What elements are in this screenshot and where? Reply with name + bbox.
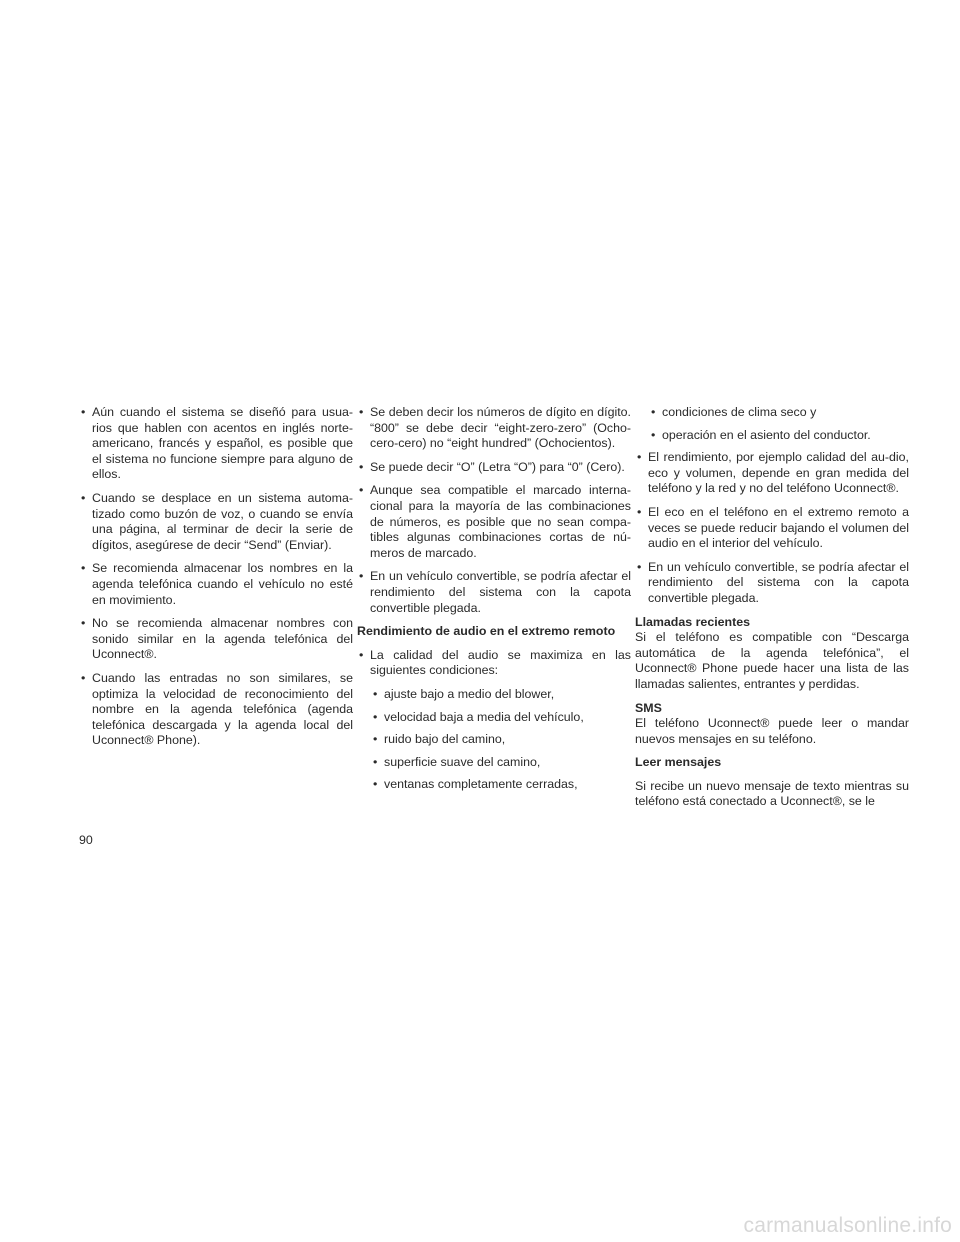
spacer [357,640,631,648]
bullet-echo [635,505,909,552]
bullet-dot-icon: • [637,504,642,519]
bullet-dot-icon: • [373,754,378,769]
bullet-text: Aún cuando el sistema se diseñó para usua-rios que hablen con acentos en inglés norte-americano, francés y español, es posible que el sistema no funcione siempre para alguno de ellos. [92,405,353,482]
spacer [635,771,909,779]
bullet-dot-icon: • [373,777,378,792]
bullet-international-dialing [357,483,631,561]
bullet-text: En un vehículo convertible, se podría afectar el rendimiento del sistema con la capota convertible plegada. [370,569,631,615]
sub-bullet-text: ventanas completamente cerradas, [384,777,578,792]
read-messages-text: Si recibe un nuevo mensaje de texto mientras su teléfono está conectado a Uconnect®, se le [635,778,909,809]
bullet-dot-icon: • [373,709,378,724]
bullet-dot-icon: • [359,405,364,419]
sub-bullet-text: superficie suave del camino, [384,754,541,769]
sub-bullet-dry-weather [635,405,909,421]
section-heading-recent-calls: Llamadas recientes [635,614,751,629]
bullet-dot-icon: • [359,459,364,474]
sub-bullet-text: ruido bajo del camino, [384,732,506,747]
sms-text: El teléfono Uconnect® puede leer o mandar nuevos mensajes en su teléfono. [635,716,909,746]
bullet-text: Cuando se desplace en un sistema automa-tizado como buzón de voz, o cuando se envía una página, al terminar de decir la serie de dígitos, asegúrese de decir “Send” (Enviar). [92,490,353,552]
sub-bullet-text: velocidad baja a media del vehículo, [384,709,584,724]
bullet-text: El rendimiento, por ejemplo calidad del au-dio, eco y volumen, depende en gran medida del teléfono y la red y no del teléfono Uconnect®. [648,450,909,496]
section-heading-far-end-audio: Rendimiento de audio en el extremo remoto [357,624,616,639]
section-heading-sms: SMS [635,700,662,715]
column-1 [79,405,353,757]
sub-bullet-text: condiciones de clima seco y [662,405,817,419]
bullet-accents [79,405,353,483]
bullet-digit-numbers [357,405,631,452]
bullet-automated-system [79,491,353,553]
bullet-dot-icon: • [359,647,364,662]
bullet-audio-quality [357,648,631,679]
bullet-dot-icon: • [81,490,86,505]
bullet-dot-icon: • [81,405,86,419]
sub-bullet-road-noise [357,732,631,748]
column-2 [357,405,631,800]
section-heading-read-messages: Leer mensajes [635,755,722,770]
bullet-convertible [357,569,631,616]
bullet-dot-icon: • [373,732,378,747]
bullet-dot-icon: • [651,427,656,442]
bullet-text: La calidad del audio se maximiza en las siguientes condiciones: [370,647,631,678]
bullet-text: Se recomienda almacenar los nombres en la agenda telefónica cuando el vehículo no esté en movimiento. [92,561,353,607]
recent-calls-text: Si el teléfono es compatible con “Descarga automática de la agenda telefónica”, el Uconnect® Phone puede hacer una lista de las llamadas salientes, entrantes y perdidas. [635,630,909,691]
bullet-text: En un vehículo convertible, se podría afectar el rendimiento del sistema con la capota convertible plegada. [648,559,909,605]
sub-bullet-windows [357,777,631,793]
bullet-dot-icon: • [651,405,656,419]
bullet-dot-icon: • [637,450,642,465]
sub-bullet-speed [357,710,631,726]
bullet-text: Cuando las entradas no son similares, se optimiza la velocidad de reconocimiento del nombre en la agenda telefónica (agenda telefónica descargada y la agenda local del Uconnect® Phone). [92,670,353,748]
bullet-performance [635,450,909,497]
bullet-dot-icon: • [81,670,86,685]
sub-bullet-text: ajuste bajo a medio del blower, [384,686,555,701]
bullet-similar-names [79,616,353,663]
bullet-text: El eco en el teléfono en el extremo remoto a veces se puede reducir bajando el volumen del audio en el interior del vehículo. [648,504,909,551]
bullet-dot-icon: • [359,569,364,584]
sub-bullet-driver-seat [635,428,909,444]
sub-bullet-road-surface [357,755,631,771]
bullet-text: Aunque sea compatible el marcado interna-cional para la mayoría de las combinaciones de números, es posible que no sean compa-tibles algunas combinaciones cortas de nú-meros de marcado. [370,483,631,560]
bullet-text: Se deben decir los números de dígito en dígito. “800” se debe decir “eight-zero-zero” (Ocho-cero-cero) no “eight hundred” (Ochocientos). [370,405,631,451]
bullet-text: Se puede decir “O” (Letra “O”) para “0” (Cero). [370,459,625,474]
page-number: 90 [79,833,93,847]
bullet-recognition-speed [79,671,353,749]
bullet-dot-icon: • [81,616,86,631]
bullet-dot-icon: • [373,686,378,701]
watermark: carmanualsonline.info [743,1214,952,1237]
bullet-convertible-2 [635,560,909,607]
bullet-text: No se recomienda almacenar nombres con sonido similar en la agenda telefónica del Uconnect®. [92,616,353,662]
bullet-dot-icon: • [359,483,364,498]
bullet-dot-icon: • [637,559,642,574]
bullet-letter-o [357,460,631,476]
bullet-dot-icon: • [81,561,86,576]
bullet-store-names [79,561,353,608]
column-3 [635,405,909,818]
sub-bullet-text: operación en el asiento del conductor. [662,427,871,442]
sub-bullet-blower [357,687,631,703]
